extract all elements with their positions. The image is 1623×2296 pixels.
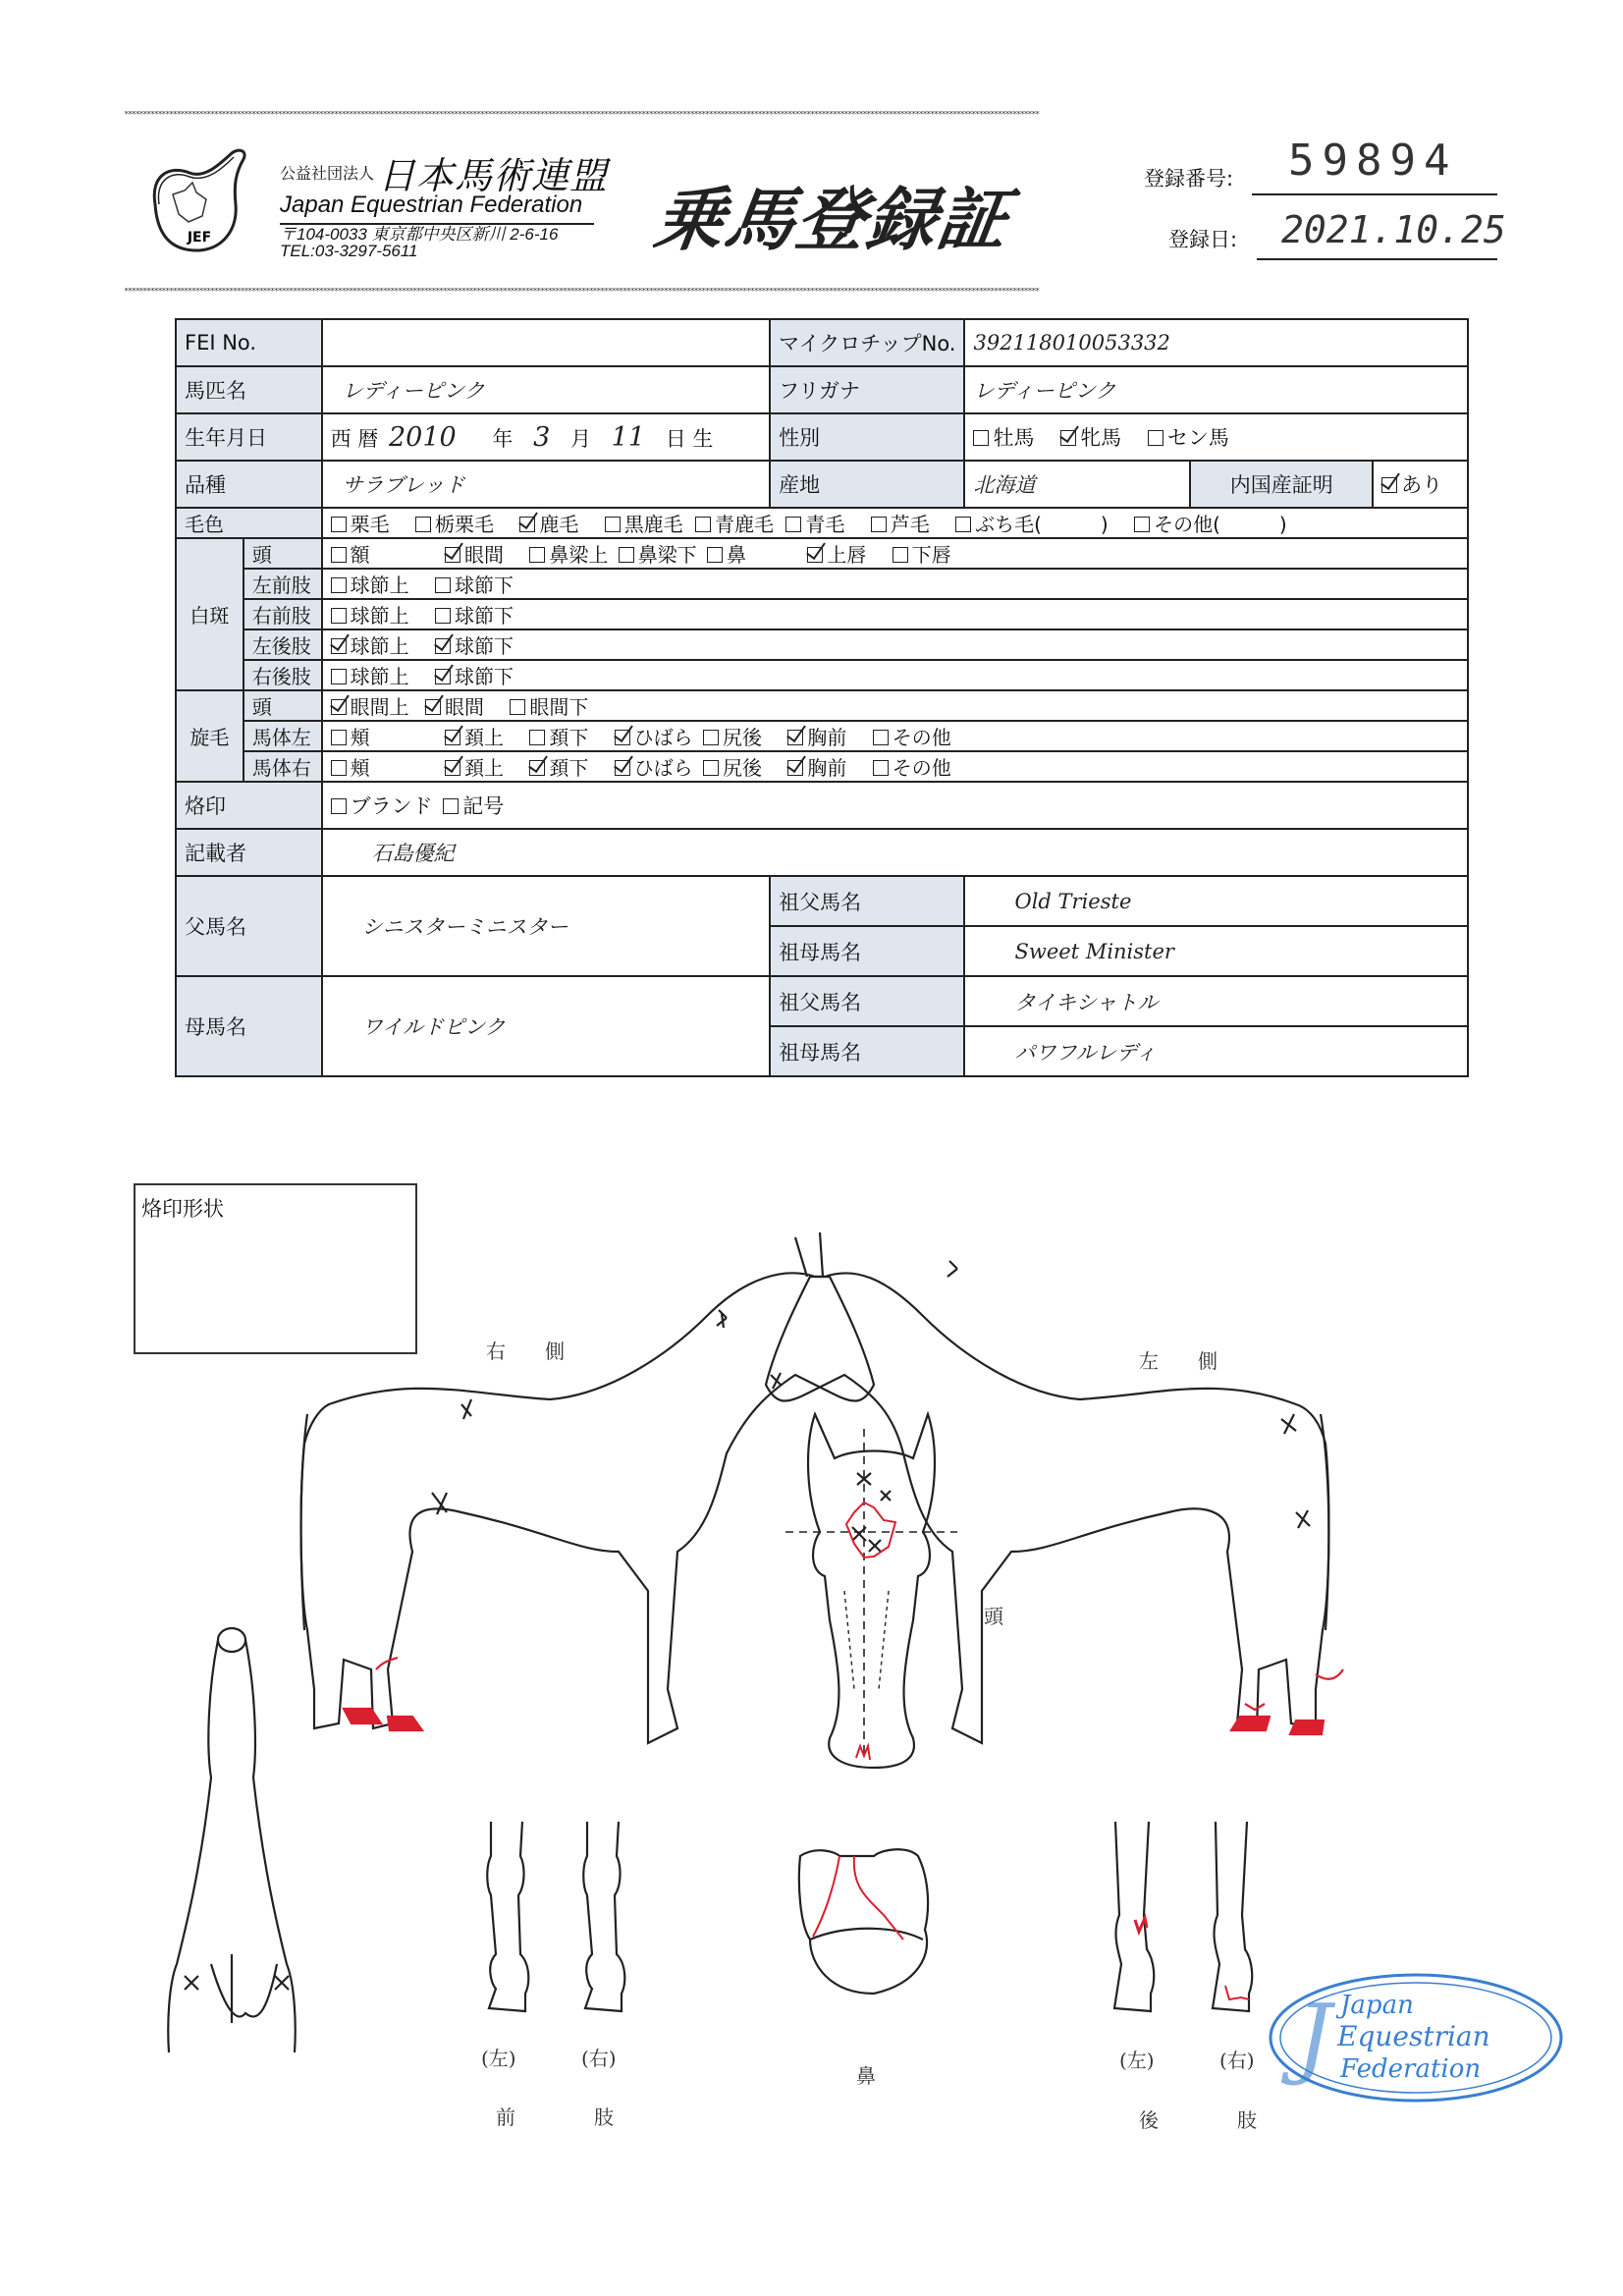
birth-day: 11 [611,421,645,453]
hindleg-left-label: (左) [1119,2049,1155,2072]
sire-granddam-value[interactable]: Sweet Minister [964,926,1468,976]
microchip-value[interactable]: 392118010053332 [964,319,1468,366]
sex-label: 性別 [770,413,964,461]
white-markings-label: 白斑 [176,538,243,690]
org-name-jp: 日本馬術連盟 [378,154,609,197]
dam-grandsire-label: 祖父馬名 [770,976,964,1026]
whorl-option[interactable]: 頚下 [529,722,588,750]
coat-option[interactable]: 芦毛 [871,509,930,537]
foreleg-caption-1: 前 [496,2105,515,2129]
whorl-option-checked[interactable]: ひばら [615,722,693,750]
coat-option[interactable]: 栃栗毛 [415,509,494,537]
coat-option[interactable]: 栗毛 [331,509,390,537]
recorder-value[interactable]: 石島優紀 [322,829,1468,876]
sire-grandsire-value[interactable]: Old Trieste [964,876,1468,926]
hindleg-caption-1: 後 [1139,2108,1159,2132]
registration-date: 2021.10.25 [1281,208,1506,251]
part-label: 左前肢 [243,569,322,599]
whorl-option-checked[interactable]: 頚上 [445,722,504,750]
marking-option-checked[interactable]: 眼間 [445,539,504,568]
marking-option[interactable]: 球節上 [331,570,409,598]
marking-option[interactable]: 下唇 [893,539,951,568]
domestic-cert-option[interactable]: あり [1373,461,1468,508]
month-unit: 月 [569,426,591,451]
marking-option[interactable]: 球節上 [331,600,409,629]
nose-label: 鼻 [856,2064,876,2088]
coat-option[interactable]: その他( ) [1134,509,1287,537]
brand-option[interactable]: ブランド [331,791,433,820]
brand-option[interactable]: 記号 [443,791,504,820]
marking-option[interactable]: 鼻 [707,539,746,568]
year-unit: 年 [492,426,514,451]
whorl-option-checked[interactable]: 眼間上 [331,691,409,720]
brand-shape-label: 烙印形状 [141,1197,224,1221]
coat-option[interactable]: 青鹿毛 [695,509,774,537]
sire-value[interactable]: シニスターミニスター [322,876,770,976]
svg-text:Federation: Federation [1340,2054,1482,2084]
era-prefix: 西 暦 [330,426,379,451]
whorl-option[interactable]: 眼間下 [510,691,588,720]
sire-label: 父馬名 [176,876,322,976]
head-label: 頭 [984,1605,1003,1628]
whorl-option-checked[interactable]: 頚上 [445,752,504,781]
tel-text: TEL:03-3297-5611 [280,242,418,260]
sire-grandsire-label: 祖父馬名 [770,876,964,926]
hindleg-caption-2: 肢 [1237,2108,1257,2132]
registration-number-label: 登録番号: [1144,167,1234,191]
whorls-label: 旋毛 [176,690,243,782]
front-head-diagram-icon [785,1414,957,1768]
horse-name-label: 馬匹名 [176,366,322,413]
dam-grandsire-value[interactable]: タイキシャトル [964,976,1468,1026]
foreleg-left-label: (左) [481,2047,516,2070]
birth-month: 3 [533,421,551,453]
nose-diagram-icon [799,1849,928,1994]
dam-value[interactable]: ワイルドピンク [322,976,770,1076]
part-label: 頭 [243,690,322,721]
coat-option[interactable]: 青毛 [785,509,844,537]
hindleg-right-label: (右) [1219,2049,1255,2072]
origin-value[interactable]: 北海道 [964,461,1190,508]
whorl-option[interactable]: 頬 [331,752,370,781]
marking-option[interactable]: 鼻梁上 [529,539,608,568]
foreleg-caption-2: 肢 [594,2105,614,2129]
forelegs-diagram-icon [487,1822,624,2011]
whorl-option[interactable]: 尻後 [703,752,762,781]
sire-granddam-label: 祖母馬名 [770,926,964,976]
whorl-option-checked[interactable]: ひばら [615,752,693,781]
sex-option-stallion[interactable]: 牡馬 [973,422,1034,452]
registration-date-label: 登録日: [1168,228,1238,251]
svg-text:Equestrian: Equestrian [1337,2020,1490,2052]
horse-name-value[interactable]: レディーピンク [322,366,770,413]
whorl-option[interactable]: 尻後 [703,722,762,750]
foreleg-right-label: (右) [581,2047,617,2070]
marking-option-checked[interactable]: 球節上 [331,630,409,659]
sex-option-mare[interactable]: 牝馬 [1060,422,1121,452]
part-label: 馬体右 [243,751,322,782]
part-label: 頭 [243,538,322,569]
part-label: 馬体左 [243,721,322,751]
microchip-label: マイクロチップNo. [770,319,964,366]
top-star-border: **************************************************************************************************************************************************************************************************************************************************** [124,111,1039,119]
jef-stamp-icon [1267,1969,1566,2106]
address-text: 〒104-0033 東京都中央区新川 2-6-16 [280,225,559,244]
registration-number: 59894 [1288,136,1458,186]
marking-option-checked[interactable]: 球節下 [435,630,514,659]
breed-value[interactable]: サラブレッド [322,461,770,508]
svg-text:Japan: Japan [1340,1991,1414,2020]
furigana-value[interactable]: レディーピンク [964,366,1468,413]
part-label: 右前肢 [243,599,322,629]
org-name-en: Japan Equestrian Federation [280,191,583,218]
furigana-label: フリガナ [770,366,964,413]
dam-granddam-label: 祖母馬名 [770,1026,964,1076]
marking-option[interactable]: 球節下 [435,600,514,629]
whorl-option-checked[interactable]: 眼間 [425,691,484,720]
domestic-cert-label: 内国産証明 [1190,461,1373,508]
whorl-option-checked[interactable]: 胸前 [787,752,846,781]
birth-date-label: 生年月日 [176,413,322,461]
document-title: 乗馬登録証 [649,180,1014,260]
marking-option-checked[interactable]: 上唇 [807,539,866,568]
org-type: 公益社団法人 [280,164,375,183]
svg-text:J: J [1296,1986,1332,2089]
sex-option-gelding[interactable]: セン馬 [1148,422,1229,452]
day-unit: 日 生 [665,426,714,451]
whorl-option[interactable]: その他 [873,752,951,781]
right-side-horse-icon [301,1232,874,1743]
marking-option[interactable]: 球節下 [435,570,514,598]
whorl-option[interactable]: その他 [873,722,951,750]
birth-year: 2010 [388,421,457,453]
marking-option[interactable]: 球節上 [331,661,409,689]
fei-label: FEI No. [176,319,322,366]
left-side-label: 左 側 [1139,1349,1217,1373]
dam-label: 母馬名 [176,976,322,1076]
coat-color-label: 毛色 [176,508,322,538]
part-label: 左後肢 [243,629,322,660]
marking-option[interactable]: 額 [331,539,370,568]
whorl-option-checked[interactable]: 胸前 [787,722,846,750]
coat-option[interactable]: ぶち毛( ) [955,509,1109,537]
origin-label: 産地 [770,461,964,508]
bottom-star-border: **************************************************************************************************************************************************************************************************************************************************** [124,288,1039,296]
brand-label: 烙印 [176,782,322,829]
whorl-option[interactable]: 頬 [331,722,370,750]
svg-text:JEF: JEF [187,230,212,246]
whorl-option-checked[interactable]: 頚下 [529,752,588,781]
hindlegs-diagram-icon [1114,1822,1252,2011]
right-side-label: 右 側 [486,1339,565,1363]
marking-option-checked[interactable]: 球節下 [435,661,514,689]
breed-label: 品種 [176,461,322,508]
coat-option-checked[interactable]: 鹿毛 [519,509,578,537]
rear-view-diagram-icon [168,1628,295,2052]
marking-option[interactable]: 鼻梁下 [619,539,697,568]
dam-granddam-value[interactable]: パワフルレディ [964,1026,1468,1076]
coat-option[interactable]: 黒鹿毛 [605,509,683,537]
part-label: 右後肢 [243,660,322,690]
recorder-label: 記載者 [176,829,322,876]
